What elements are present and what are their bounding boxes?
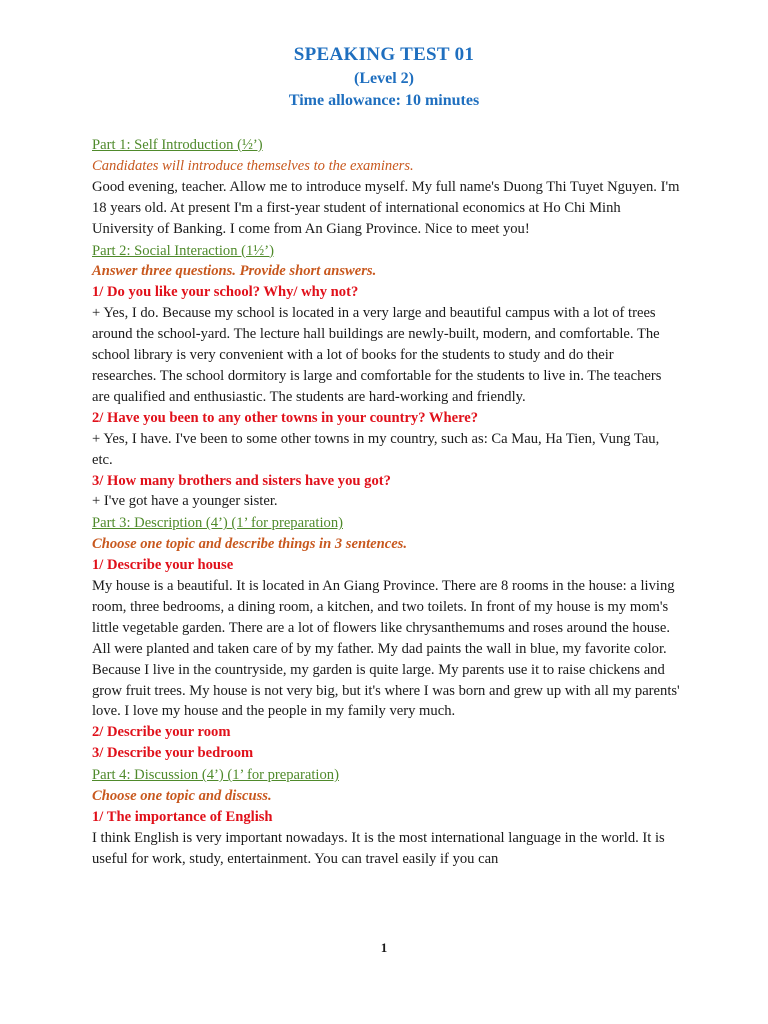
part3-answer-1: My house is a beautiful. It is located in An Giang Province. There are 8 rooms in the house: a living room, three bedrooms, a dining room, a kitchen, and two toilets. In front of my house is my mom's little vegetable garden. There are a lot of flowers like chrysanthemums and roses around the house. All were planted and taken care of by my father. My dad paints the wall in blue, my favorite color. Because I live in the countryside, my garden is quite large. My parents use it to raise chickens and grow fruit trees. My house is not very big, but it's where I was born and grew up with all my parents' love. I love my house and the people in my family very much. [92,578,680,720]
test-title: SPEAKING TEST 01 [293,44,475,65]
part3-question-2: 2/ Describe your room [92,724,231,741]
document-body [92,134,680,870]
part3-question-1: 1/ Describe your house [92,557,234,574]
part2-question-3: 3/ How many brothers and sisters have you got? [92,472,391,489]
part2-instruction: Answer three questions. Provide short answers. [92,263,377,280]
part1-answer: Good evening, teacher. Allow me to introduce myself. My full name's Duong Thi Tuyet Nguyen. I'm 18 years old. At present I'm a first-year student of international economics at Ho Chi Minh University of Banking. I come from An Giang Province. Nice to meet you! [92,178,680,237]
part1-heading: Part 1: Self Introduction (½’) [92,137,263,153]
part3-heading: Part 3: Description (4’) (1’ for preparation) [92,515,343,532]
part4-question-1: 1/ The importance of English [92,809,273,825]
part3-question-3: 3/ Describe your bedroom [92,745,254,762]
part1-instruction: Candidates will introduce themselves to the examiners. [92,157,414,174]
part4-answer-1: I think English is very important nowadays. It is the most international language in the world. It is useful for work, study, entertainment. You can travel easily if you can [92,829,665,867]
page-number: 1 [380,940,388,955]
part2-question-1: 1/ Do you like your school? Why/ why not? [92,284,359,301]
test-level: (Level 2) [354,70,414,87]
part4-heading: Part 4: Discussion (4’) (1’ for preparation) [92,767,339,784]
part2-answer-1: + Yes, I do. Because my school is located in a very large and beautiful campus with a lot of trees around the school-yard. The lecture hall buildings are newly-built, modern, and comfortable. The school library is very convenient with a lot of books for the students to study and do their researches. The school dormitory is large and comfortable for the students to live in. The teachers are qualified and enthusiastic. The students are hard-working and friendly. [92,305,662,405]
part2-question-2: 2/ Have you been to any other towns in your country? Where? [92,409,479,426]
part3-instruction: Choose one topic and describe things in 3 sentences. [92,536,407,553]
part2-heading: Part 2: Social Interaction (1½’) [92,242,274,259]
part4-instruction: Choose one topic and discuss. [92,788,272,805]
time-allowance: Time allowance: 10 minutes [288,92,480,109]
part2-answer-3: + I've got have a younger sister. [92,493,278,510]
part2-answer-2: + Yes, I have. I've been to some other towns in my country, such as: Ca Mau, Ha Tien, Vung Tau, etc. [92,430,660,468]
